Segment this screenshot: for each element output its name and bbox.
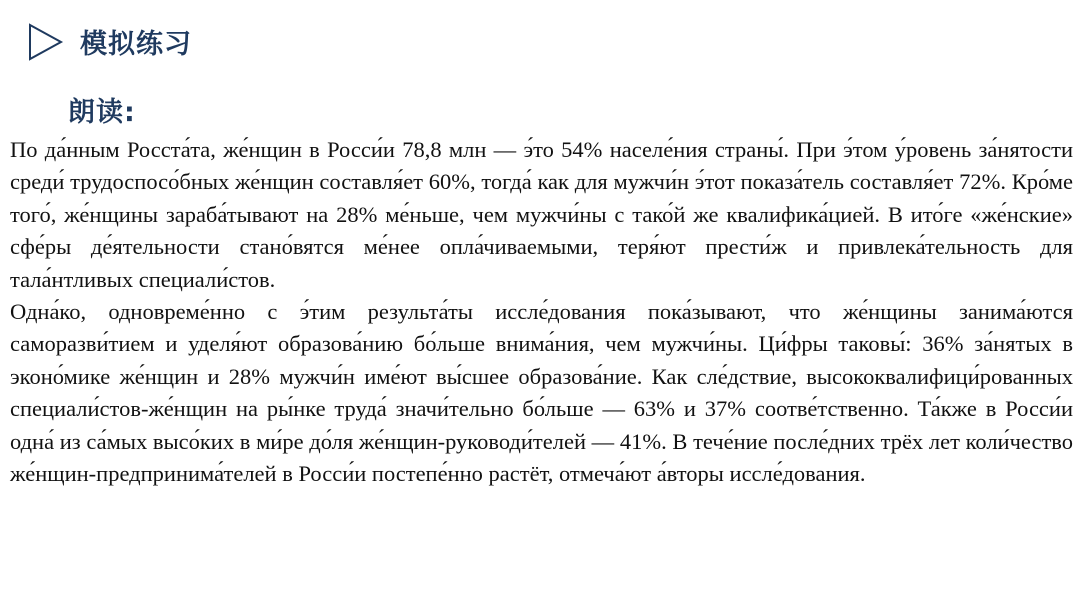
reading-subheading: 朗读:: [68, 97, 136, 128]
paragraph-1: По да́нным Росста́та, же́нщин в Росси́и 78,8 млн — э́то 54% населе́ния страны́. При э́том у́ровень за́нятости среди́ трудоспосо́бных же́нщин составля́ет 60%, тогда́ как для мужчи́н э́тот показа́тель составля́ет 72%. Кро́ме того́, же́нщины зараба́тывают на 28% ме́ньше, чем мужчи́ны с тако́й же квалифика́цией. В ито́ге «же́нские» сфе́ры де́ятельности стано́вятся ме́нее опла́чиваемыми, теря́ют прести́ж и привлека́тельность для тала́нтливых специали́стов.: [10, 137, 1073, 292]
reading-text: [10, 134, 1073, 490]
paragraph-2: Одна́ко, одновреме́нно с э́тим результа́ты иссле́дования пока́зывают, что же́нщины занима́ются саморазви́тием и уделя́ют образова́нию бо́льше внима́ния, чем мужчи́ны. Ци́фры таковы́: 36% за́нятых в эконо́мике же́нщин и 28% мужчи́н име́ют вы́сшее образова́ние. Как сле́дствие, высококвалифици́рованных специали́стов-же́нщин на ры́нке труда́ значи́тельно бо́льше — 63% и 37% соотве́тственно. Та́кже в Росси́и одна́ из са́мых высо́ких в ми́ре до́ля же́нщин-руководи́телей — 41%. В тече́ние после́дних трёх лет коли́чество же́нщин-предпринима́телей в Росси́и постепе́нно растёт, отмеча́ют а́вторы иссле́дования.: [10, 299, 1073, 487]
section-header: [28, 22, 192, 61]
section-title: 模拟练习: [80, 29, 192, 60]
play-triangle-outline-icon: [28, 23, 64, 61]
